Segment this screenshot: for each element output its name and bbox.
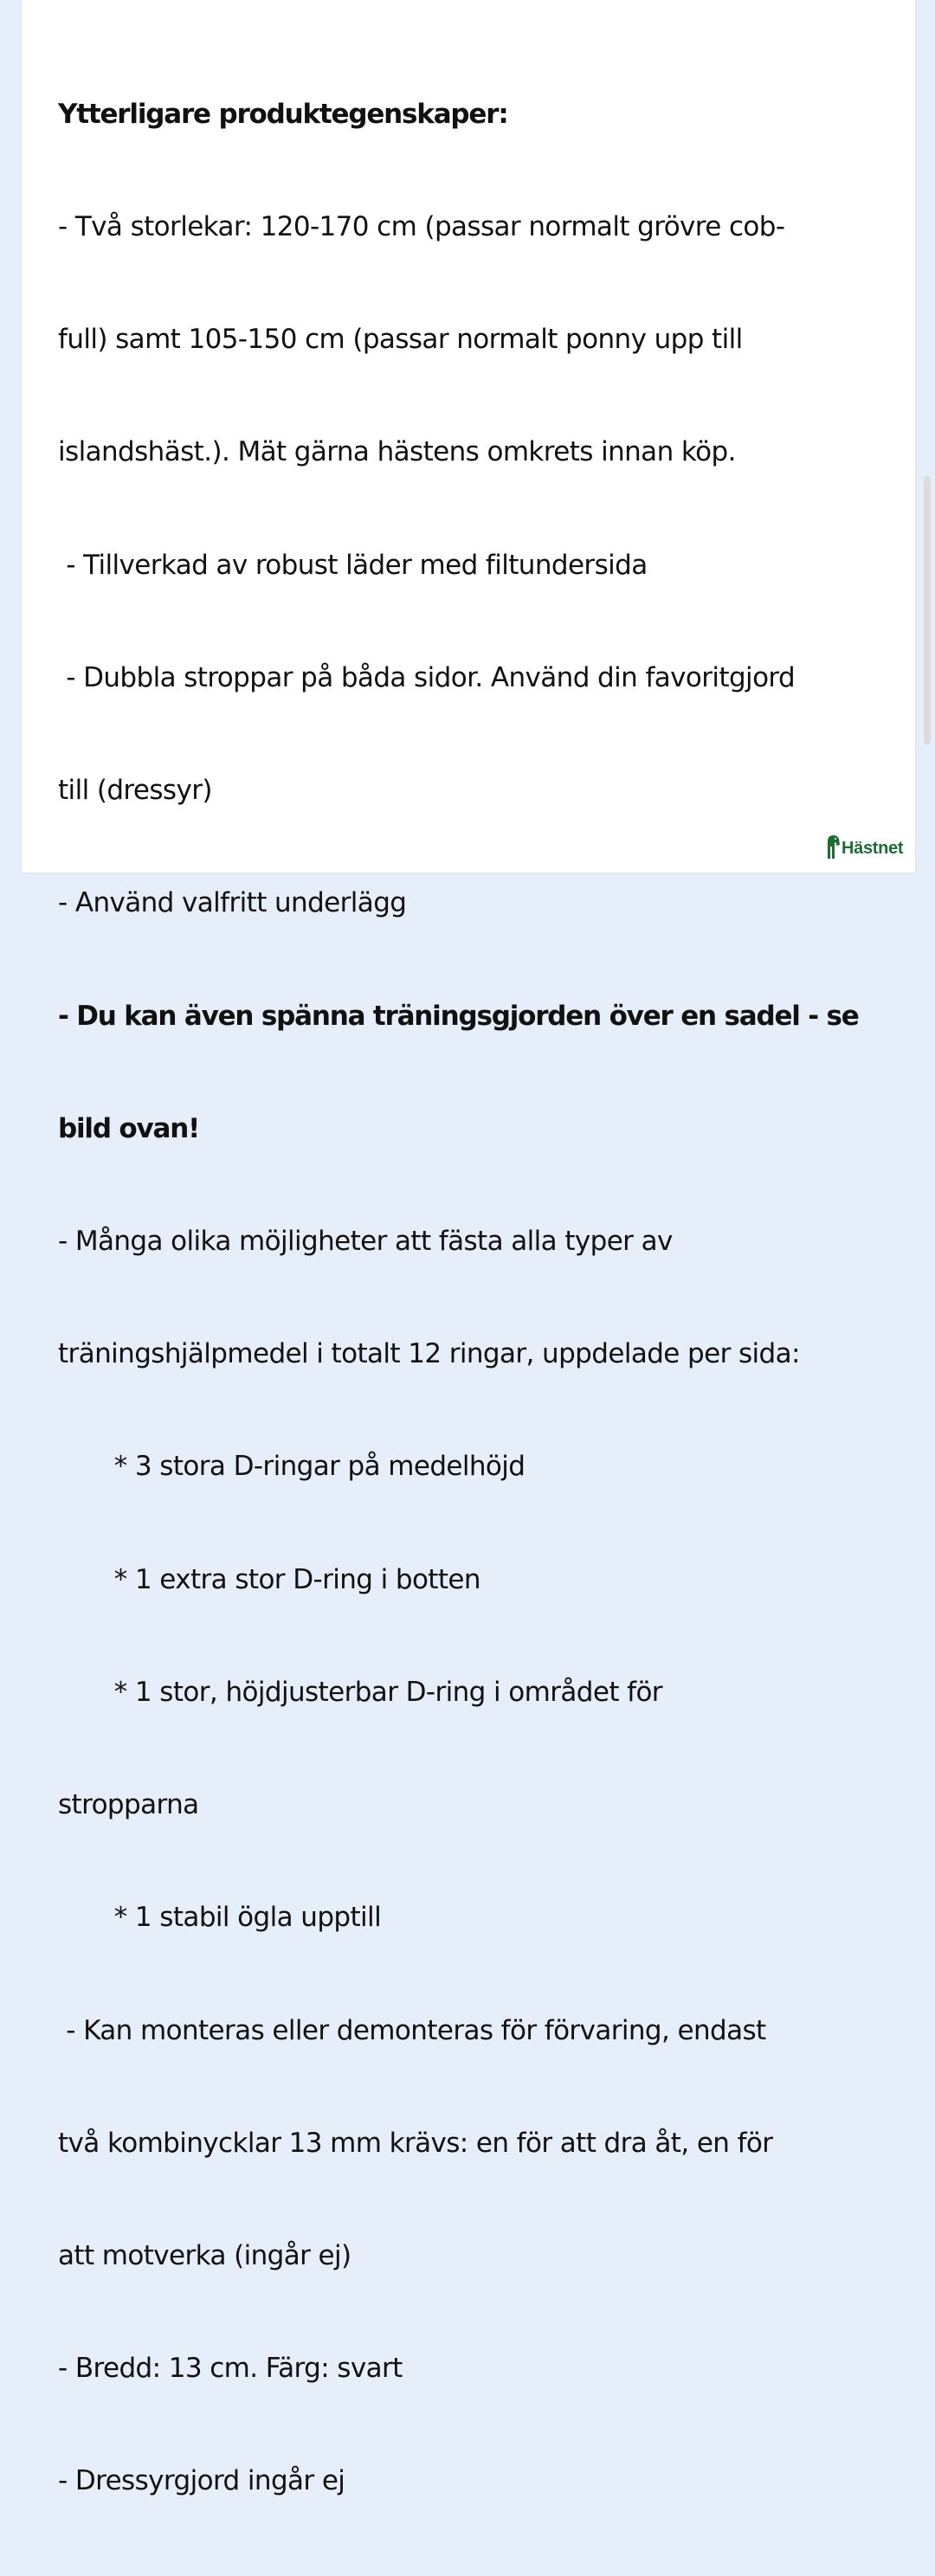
horse-head-icon xyxy=(827,834,840,859)
text-line: träningshjälpmedel i totalt 12 ringar, uppdelade per sida: xyxy=(58,1338,800,1370)
text-line: att motverka (ingår ej) xyxy=(58,2239,351,2271)
text-line: - Dubbla stroppar på båda sidor. Använd din favoritgjord xyxy=(58,661,796,693)
product-description xyxy=(58,21,889,2576)
vertical-scrollbar[interactable] xyxy=(924,476,931,744)
text-line: - Två storlekar: 120-170 cm (passar normalt grövre cob- xyxy=(58,211,785,243)
text-line: islandshäst.). Mät gärna hästens omkrets innan köp. xyxy=(58,436,736,468)
highlight-line: - Du kan även spänna träningsgjorden över en sadel - se xyxy=(58,1000,859,1032)
list-item: * 1 stabil ögla upptill xyxy=(58,1902,382,1934)
text-line: - Tillverkad av robust läder med filtundersida xyxy=(58,549,648,581)
document-page xyxy=(22,0,915,2497)
logo-text: Hästnet xyxy=(842,839,904,858)
text-line: till (dressyr) xyxy=(58,775,212,807)
text-line: - Kan monteras eller demonteras för förvaring, endast xyxy=(58,2014,766,2046)
text-line: - Många olika möjligheter att fästa alla typer av xyxy=(58,1226,673,1257)
section-title: Ytterligare produktegenskaper: xyxy=(58,98,508,130)
list-item: * 1 stor, höjdjusterbar D-ring i området för xyxy=(58,1676,662,1708)
text-line: - Bredd: 13 cm. Färg: svart xyxy=(58,2353,403,2385)
text-line: full) samt 105-150 cm (passar normalt ponny upp till xyxy=(58,324,743,356)
list-item: * 1 extra stor D-ring i botten xyxy=(58,1563,480,1595)
list-item: * 3 stora D-ringar på medelhöjd xyxy=(58,1451,526,1483)
hastnet-logo xyxy=(827,829,903,859)
text-line: två kombinycklar 13 mm krävs: en för att dra åt, en för xyxy=(58,2127,773,2159)
list-item-continuation: stropparna xyxy=(58,1789,199,1821)
text-line: - Dressyrgjord ingår ej xyxy=(58,2465,345,2497)
text-line: - Använd valfritt underlägg xyxy=(58,887,407,919)
highlight-line: bild ovan! xyxy=(58,1112,200,1144)
